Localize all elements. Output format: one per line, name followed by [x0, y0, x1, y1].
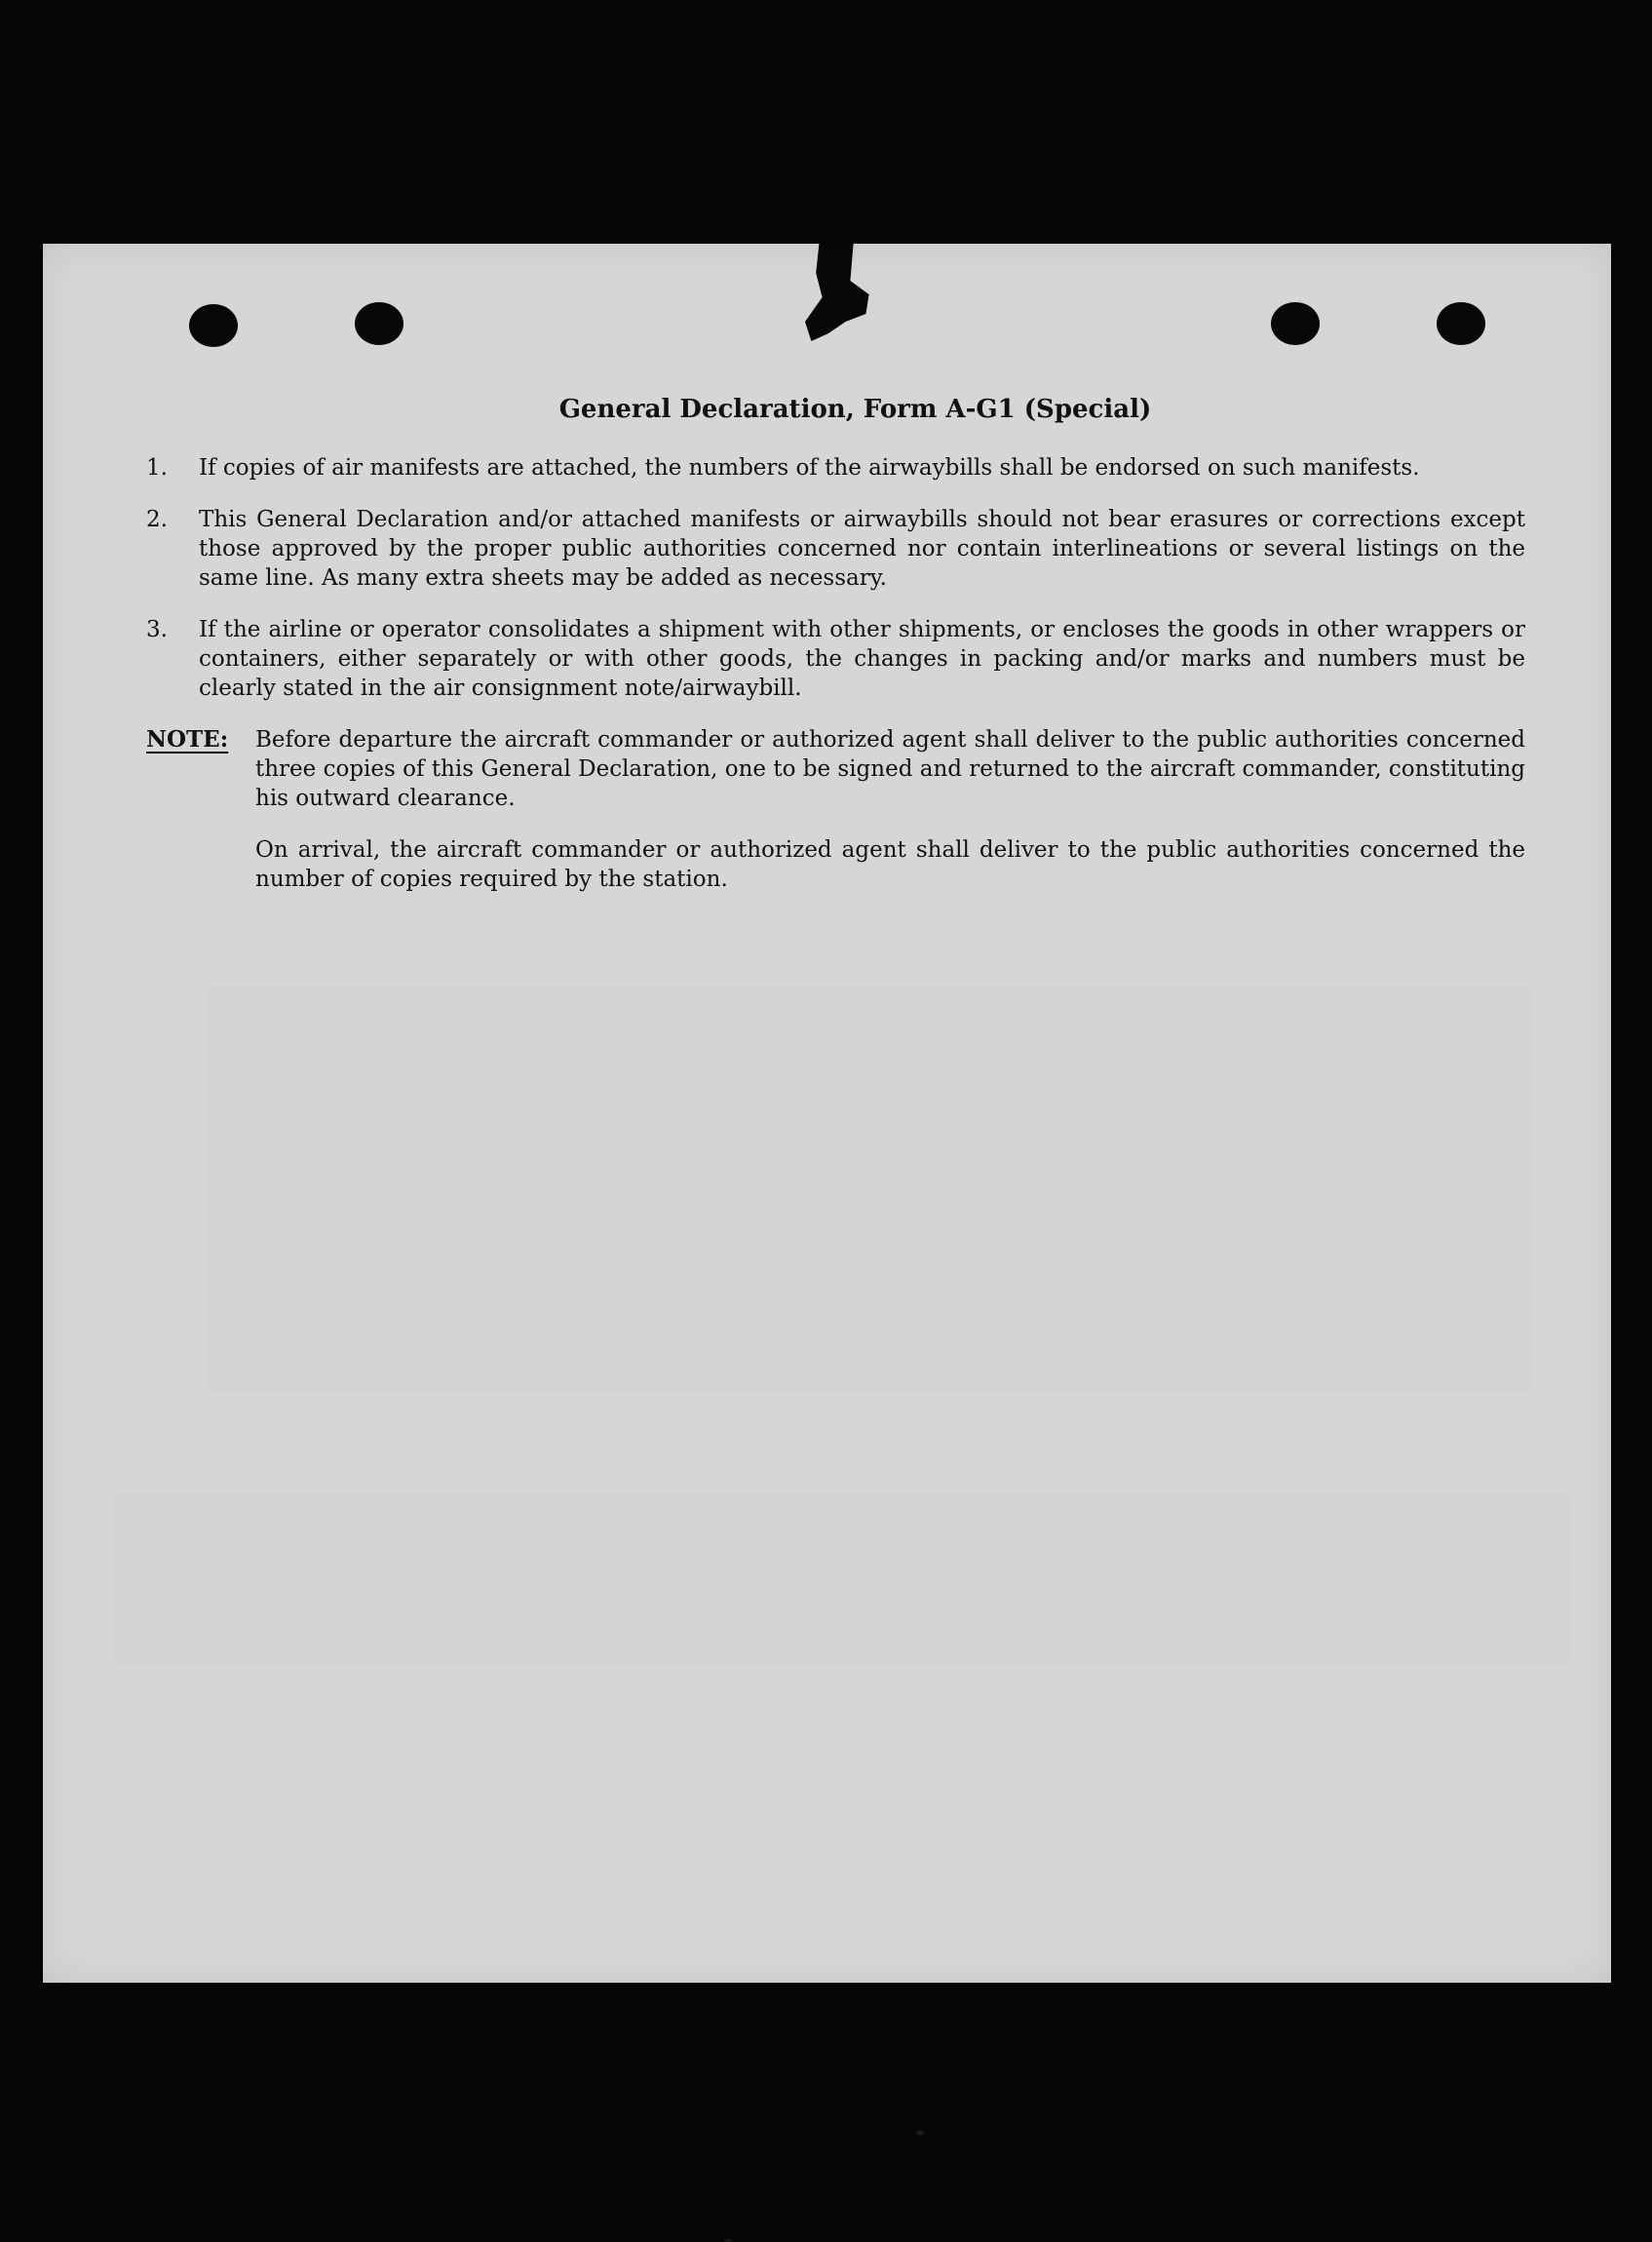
list-item	[146, 505, 1525, 593]
item-text: This General Declaration and/or attached manifests or airwaybills should not bear erasures or corrections except those approved by the proper public authorities concerned nor contain interlineations or several listings on the same line. As many extra sheets may be added as necessary.	[199, 507, 1525, 591]
punch-hole-right-1	[1271, 302, 1320, 345]
scan-speck	[916, 2130, 924, 2136]
list-item	[146, 453, 1525, 483]
document-title: General Declaration, Form A-G1 (Special)	[558, 395, 1152, 424]
show-through-smudge	[111, 1491, 1573, 1667]
document-content	[146, 395, 1525, 939]
note-section	[146, 725, 1525, 916]
item-text: If the airline or operator consolidates a shipment with other shipments, or encloses the goods in other wrappers or containers, either separately or with other goods, the changes in packing and/or marks and numbers must be clearly stated in the air consignment note/airwaybill.	[199, 617, 1525, 701]
punch-hole-left-1	[189, 304, 238, 347]
note-body	[255, 725, 1525, 916]
item-number: 3.	[146, 617, 168, 642]
item-number: 2.	[146, 507, 168, 532]
item-number: 1.	[146, 455, 168, 481]
note-label: NOTE:	[146, 726, 229, 753]
note-paragraph: Before departure the aircraft commander or authorized agent shall deliver to the public authorities concerned three copies of this General Declaration, one to be signed and returned to the aircraft commander, constituting his outward clearance.	[255, 727, 1525, 811]
show-through-smudge	[209, 985, 1534, 1394]
punch-hole-left-2	[355, 302, 403, 345]
list-item	[146, 615, 1525, 703]
item-text: If copies of air manifests are attached, the numbers of the airwaybills shall be endorsed on such manifests.	[199, 455, 1420, 481]
note-paragraph: On arrival, the aircraft commander or authorized agent shall deliver to the public authorities concerned the number of copies required by the station.	[255, 837, 1525, 892]
punch-hole-right-2	[1437, 302, 1485, 345]
